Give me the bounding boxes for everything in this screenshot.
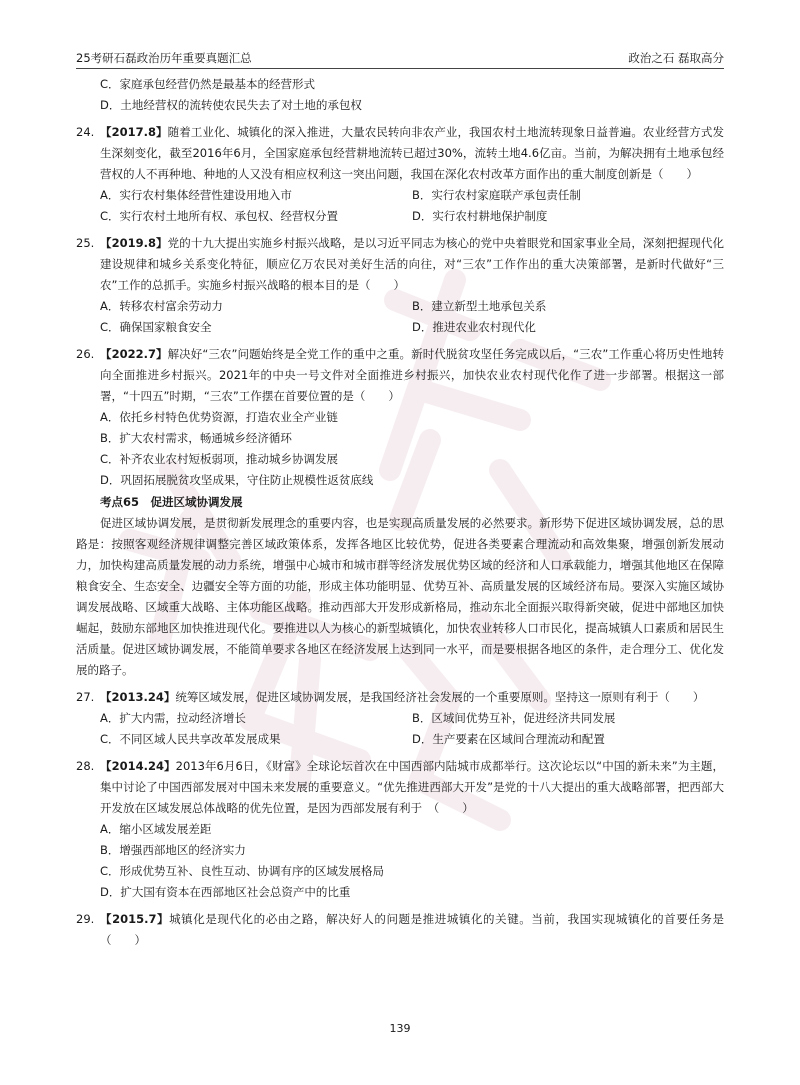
option-d: D．生产要素在区域间合理流动和配置	[412, 732, 605, 746]
question-number: 29.	[76, 912, 95, 926]
question-number: 26.	[76, 347, 95, 361]
question-number: 27.	[76, 690, 95, 704]
option-a: A．依托乡村特色优势资源，打造农业全产业链	[100, 410, 338, 424]
question-26	[76, 344, 724, 491]
page-content	[76, 74, 724, 951]
question-stem	[100, 233, 724, 296]
option-b: B．扩大农村需求，畅通城乡经济循环	[100, 431, 292, 445]
question-28	[76, 756, 724, 903]
option-a: A．缩小区域发展差距	[100, 822, 212, 836]
question-text: 随着工业化、城镇化的深入推进，大量农民转向非农产业，我国农村土地流转现象日益普遍。农业经营方式发生深刻变化，截至2016年6月，全国家庭承包经营耕地流转已超过30%，流转土地4.6亿亩。当前，为解决拥有土地承包经营权的人不再种地、种地的人又没有相应权利这一突出问题，我国在深化农村改革方面作出的重大制度创新是（ ）	[100, 125, 724, 181]
question-stem	[100, 756, 724, 819]
question-number: 24.	[76, 125, 95, 139]
option-c: C．不同区域人民共享改革发展成果	[100, 732, 281, 746]
options-grid	[100, 708, 724, 750]
options-grid	[100, 296, 724, 338]
option-c: C．实行农村土地所有权、承包权、经营权分置	[100, 209, 339, 223]
question-stem	[100, 687, 724, 708]
question-stem	[100, 909, 724, 951]
question-number: 28.	[76, 759, 95, 773]
question-tag: 【2013.24】	[100, 690, 176, 704]
option-a: A．扩大内需，拉动经济增长	[100, 711, 246, 725]
option-d: D．扩大国有资本在西部地区社会总资产中的比重	[100, 885, 351, 899]
question-24	[76, 122, 724, 227]
option-a: A．转移农村富余劳动力	[100, 299, 223, 313]
option-d: D．实行农村耕地保护制度	[412, 209, 548, 223]
question-25	[76, 233, 724, 338]
question-text: 统筹区域发展，促进区域协调发展，是我国经济社会发展的一个重要原则。坚持这一原则有利于（ ）	[175, 690, 705, 704]
question-text: 2013年6月6日，《财富》全球论坛首次在中国西部内陆城市成都举行。这次论坛以“中国的新未来”为主题，集中讨论了中国西部发展对中国未来发展的重要意义。“优先推进西部大开发”是党的十八大提出的重大战略部署，把西部大开发放在区域发展总体战略的优先位置，是因为西部发展有利于 （ ）	[100, 759, 724, 815]
option-b: B．实行农村家庭联产承包责任制	[412, 188, 581, 202]
option-a: A．实行农村集体经营性建设用地入市	[100, 188, 292, 202]
page-number: 139	[389, 1022, 411, 1035]
option-c: C．确保国家粮食安全	[100, 320, 212, 334]
options-grid	[100, 185, 724, 227]
question-stem	[100, 122, 724, 185]
question-text: 城镇化是现代化的必由之路，解决好人的问题是推进城镇化的关键。当前，我国实现城镇化的首要任务是（ ）	[100, 912, 724, 947]
option-line: D．土地经营权的流转使农民失去了对土地的承包权	[100, 98, 362, 112]
section-title: 考点65 促进区域协调发展	[100, 495, 243, 509]
option-d: D．巩固拓展脱贫攻坚成果，守住防止规模性返贫底线	[100, 473, 374, 487]
page-header	[76, 48, 724, 69]
question-stem	[100, 344, 724, 407]
question-text: 党的十九大提出实施乡村振兴战略，是以习近平同志为核心的党中央着眼党和国家事业全局，深刻把握现代化建设规律和城乡关系变化特征，顺应亿万农民对美好生活的向往，对“三农”工作作出的重大决策部署，是新时代做好“三农”工作的总抓手。实施乡村振兴战略的根本目的是（ ）	[100, 236, 724, 292]
option-c: C．补齐农业农村短板弱项，推动城乡协调发展	[100, 452, 339, 466]
option-b: B．区域间优势互补，促进经济共同发展	[412, 711, 616, 725]
option-c: C．形成优势互补、良性互动、协调有序的区域发展格局	[100, 864, 385, 878]
header-right-slogan: 政治之石 磊取高分	[628, 51, 724, 65]
question-tag: 【2019.8】	[100, 236, 168, 250]
header-left-title: 25考研石磊政治历年重要真题汇总	[76, 51, 252, 65]
question-tag: 【2014.24】	[100, 759, 176, 773]
question-text: 解决好“三农”问题始终是全党工作的重中之重。新时代脱贫攻坚任务完成以后，“三农”工作重心将历史性地转向全面推进乡村振兴。2021年的中央一号文件对全面推进乡村振兴，加快农业农村现代化作了进一步部署。根据这一部署，“十四五”时期，“三农”工作摆在首要位置的是（ ）	[100, 347, 724, 403]
option-line: C．家庭承包经营仍然是最基本的经营形式	[100, 77, 316, 91]
question-tag: 【2017.8】	[100, 125, 168, 139]
section-paragraph: 促进区域协调发展，是贯彻新发展理念的重要内容，也是实现高质量发展的必然要求。新形势下促进区域协调发展，总的思路是：按照客观经济规律调整完善区域政策体系，发挥各地区比较优势，促进各类要素合理流动和高效集聚，增强创新发展动力，加快构建高质量发展的动力系统，增强中心城市和城市群等经济发展优势区域的经济和人口承载能力，增强其他地区在保障粮食安全、生态安全、边疆安全等方面的功能，形成主体功能明显、优势互补、高质量发展的区域经济布局。要深入实施区域协调发展战略、区域重大战略、主体功能区战略。推动西部大开发形成新格局，推动东北全面振兴取得新突破，促进中部地区加快崛起，鼓励东部地区加快推进现代化。要推进以人为核心的新型城镇化，加快农业转移人口市民化，提高城镇人口素质和居民生活质量。促进区域协调发展，不能简单要求各地区在经济发展上达到同一水平，而是要根据各地区的条件，走合理分工、优化发展的路子。	[76, 516, 724, 677]
question-27	[76, 687, 724, 750]
question-29	[76, 909, 724, 951]
option-d: D．推进农业农村现代化	[412, 320, 536, 334]
option-b: B．建立新型土地承包关系	[412, 299, 547, 313]
question-number: 25.	[76, 236, 95, 250]
question-tag: 【2022.7】	[100, 347, 168, 361]
question-tag: 【2015.7】	[100, 912, 170, 926]
option-b: B．增强西部地区的经济实力	[100, 843, 246, 857]
